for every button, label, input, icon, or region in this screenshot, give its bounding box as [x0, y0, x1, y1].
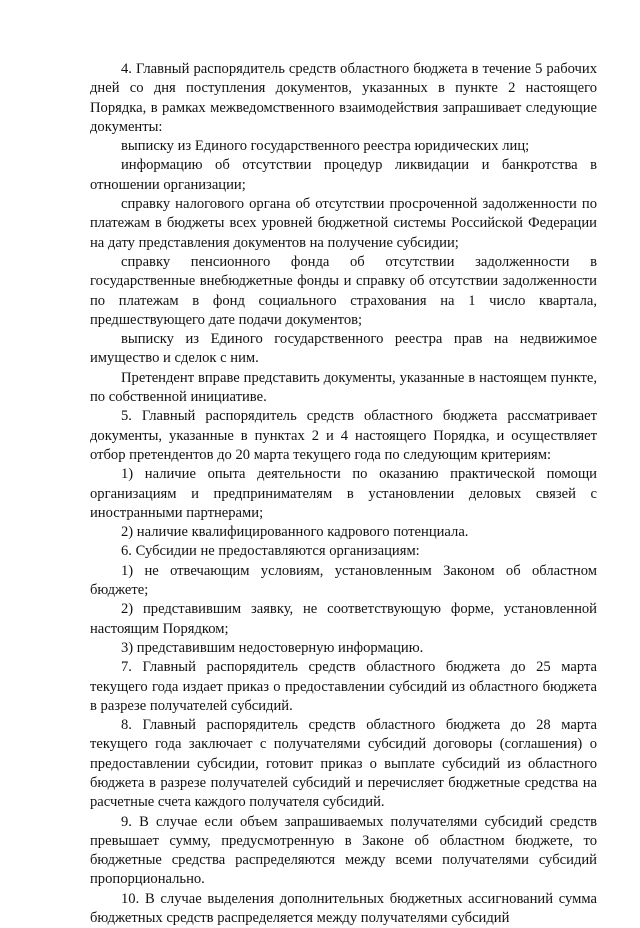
paragraph-tax-certificate: справку налогового органа об отсутствии просроченной задолженности по платежам в бюджеты всех уровней бюджетной системы Российской Федерации на дату представления документов на получение субсидии; — [90, 196, 597, 251]
paragraph-criterion-2: 2) наличие квалифицированного кадрового потенциала. — [121, 524, 469, 541]
paragraph-property-extract: выписку из Единого государственного реестра прав на недвижимое имущество и сделок с ним. — [90, 331, 597, 367]
paragraph-refusal-3: 3) представившим недостоверную информацию. — [121, 639, 424, 656]
paragraph-item-5-selection: 5. Главный распорядитель средств областного бюджета рассматривает документы, указанные в пунктах 2 и 4 настоящего Порядка, и осуществляет отбор претендентов до 20 марта текущего года по следующим критериям: — [90, 408, 597, 463]
paragraph-item-6-refusal: 6. Субсидии не предоставляются организациям: — [121, 543, 420, 560]
paragraph-refusal-1: 1) не отвечающим условиям, установленным Законом об областном бюджете; — [90, 562, 597, 599]
paragraph-item-8-agreements: 8. Главный распорядитель средств областного бюджета до 28 марта текущего года заключает с получателями субсидий договоры (соглашения) о предоставлении субсидии, готовит приказ о выплате субсидий из областного бюджета в разрезе получателей субсидий и перечисляет бюджетные средства на расчетные счета каждого получателя субсидий. — [90, 717, 597, 811]
document-body — [90, 60, 597, 928]
paragraph-refusal-2: 2) представившим заявку, не соответствующую форме, установленной настоящим Порядком; — [90, 601, 597, 637]
paragraph-legal-entities-extract: выписку из Единого государственного реестра юридических лиц; — [121, 138, 530, 155]
paragraph-item-10-additional: 10. В случае выделения дополнительных бюджетных ассигнований сумма бюджетных средств распределяется между получателями субсидий — [90, 890, 597, 927]
paragraph-item-9-proportional: 9. В случае если объем запрашиваемых получателями субсидий средств превышает сумму, предусмотренную в Законе об областном бюджете, то бюджетные средства распределяются между всеми получателями субсидий пропорционально. — [90, 813, 597, 888]
paragraph-pension-certificate: справку пенсионного фонда об отсутствии задолженности в государственные внебюджетные фонды и справку об отсутствии задолженности по платежам в фонд социального страхования на 1 число квартала, предшествующего дате подачи документов; — [90, 253, 597, 328]
paragraph-liquidation-info: информацию об отсутствии процедур ликвидации и банкротства в отношении организации; — [90, 157, 597, 193]
paragraph-item-4-request: 4. Главный распорядитель средств областного бюджета в течение 5 рабочих дней со дня поступления документов, указанных в пункте 2 настоящего Порядка, в рамках межведомственного взаимодействия запрашивает следующие документы: — [90, 61, 597, 135]
paragraph-own-initiative: Претендент вправе представить документы, указанные в настоящем пункте, по собственной инициативе. — [90, 369, 597, 406]
paragraph-criterion-1: 1) наличие опыта деятельности по оказанию практической помощи организациям и предпринимателям в установлении деловых связей с иностранными партнерами; — [90, 466, 597, 521]
paragraph-item-7-order: 7. Главный распорядитель средств областного бюджета до 25 марта текущего года издает приказ о предоставлении субсидий из областного бюджета в разрезе получателей субсидий. — [90, 659, 597, 714]
